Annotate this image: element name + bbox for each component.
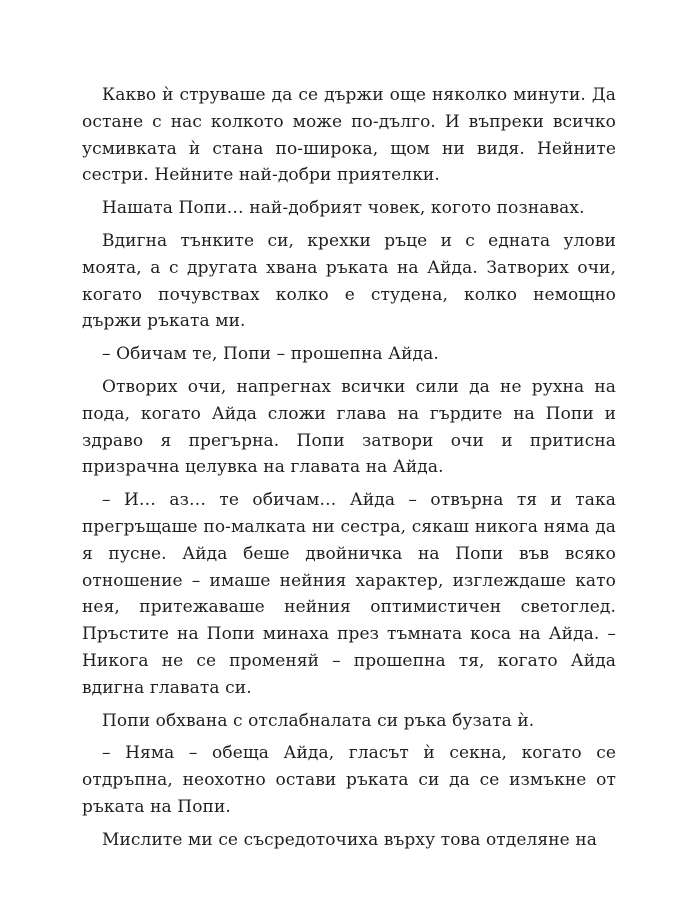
paragraph: Попи обхвана с отслабналата си ръка бузата ѝ. <box>102 710 535 731</box>
paragraph: Отворих очи, напрегнах всички сили да не рухна на пода, когато Айда сложи глава на гърдите на Попи и здраво я прегърна. Попи затвори очи и притисна призрачна целувка на главата на Айда. <box>82 376 616 478</box>
paragraph: – Обичам те, Попи – прошепна Айда. <box>102 344 439 365</box>
body-text <box>82 82 616 860</box>
paragraph: Мислите ми се съсредоточиха върху това отделяне на <box>102 829 598 850</box>
paragraph: Вдигна тънките си, крехки ръце и с едната улови моята, а с другата хвана ръката на Айда. Затворих очи, когато почувствах колко е студена, колко немощно държи ръката ми. <box>82 230 616 332</box>
paragraph: – И… аз… те обичам… Айда – отвърна тя и така прегръщаше по-малката ни сестра, сякаш никога няма да я пусне. Айда беше двойничка на Попи във всяко отношение – имаше нейния характер, изглеждаше като нея, притежаваше нейния оптимистичен светоглед. Пръстите на Попи минаха през тъмната коса на Айда. – Никога не се променяй – прошепна тя, когато Айда вдигна главата си. <box>82 490 616 698</box>
paragraph: Какво ѝ струваше да се държи още няколко минути. Да остане с нас колкото може по-дълго. И въпреки всичко усмивката ѝ стана по-широка, щом ни видя. Нейните сестри. Нейните най-добри приятелки. <box>82 85 616 186</box>
paragraph: Нашата Попи… най-добрият човек, когото познавах. <box>102 198 585 219</box>
paragraph: – Няма – обеща Айда, гласът ѝ секна, когато се отдръпна, неохотно остави ръката си да се измъкне от ръката на Попи. <box>82 743 616 817</box>
